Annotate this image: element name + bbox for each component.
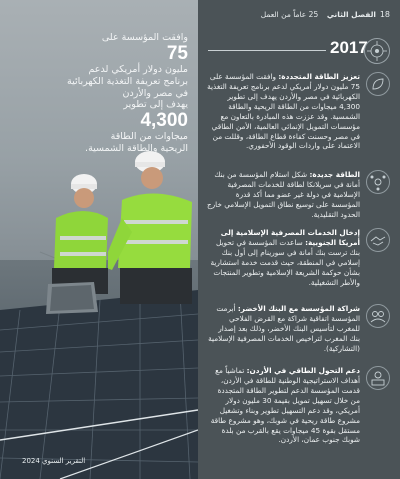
section-subtitle: 25 عاماً من العمل [260, 10, 319, 19]
overlay-line: الريحية والطاقة الشمسية. [85, 143, 188, 155]
overlay-line: مليون دولار أمريكي لدعم [88, 63, 188, 75]
globe-network-icon [364, 38, 390, 64]
milestone-item-new-energy [206, 170, 390, 220]
overlay-line: في مصر والأردن [122, 87, 188, 99]
milestone-item-green-bank [206, 304, 390, 354]
item-body: أبرمت المؤسسة اتفاقية شراكة مع القرض الفلاحي للمغرب لتأسيس البنك الأخضر، وذلك بعد إصدار بنك المغرب لتراخيص الخدمات المصرفية الإسلامية (التشاركية). [208, 304, 360, 353]
milestone-item-south-america [206, 228, 390, 288]
overlay-stat-number: 75 [166, 42, 188, 64]
milestone-item-renewable [206, 72, 390, 151]
item-body: تماشياً مع أهداف الاستراتيجية الوطنية للطاقة في الأردن، قدمت المؤسسة الدعم لتطوير الطاقة المتجددة من خلال تسهيل تمويل بقيمة 30 مليون دولار أمريكي، وقد دعم التسهيل تطوير وبناء وتشغيل مشروع طاقة ريحية في شوبك، وهو مشروع طاقة مستقل بقوة 45 ميجاوات يقع بالقرب من بلدة شوبك جنوب عمان، الأردن. [210, 366, 360, 445]
partnership-icon [366, 304, 390, 328]
item-body: ساعدت المؤسسة في تحويل بنك ترست بنك أمانة في سورينام إلى أول بنك إسلامي في المنطقة، حيث قدمت خدمة استشارية بشأن حوكمة الشريعة الإسلامية وتطوير المنتجات والأطر التشغيلية. [210, 237, 360, 287]
laptop-graphic [44, 282, 100, 316]
year-heading [208, 38, 390, 66]
overlay-line: وافقت المؤسسة على [101, 32, 188, 43]
item-title: تعزيز الطاقة المتجددة: [278, 72, 360, 81]
overlay-stat-number: 4,300 [140, 110, 188, 132]
hero-photo [0, 0, 198, 479]
item-body: وافقت المؤسسة على 75 مليون دولار أمريكي لدعم برنامج تعريفة التغذية الكهربائية في مصر والأردن يهدف إلى تطوير 4,300 ميجاوات من الطاقة الريحية والطاقة الشمسية. وقد عززت هذه المبادرة بالتعاون مع مؤسسات التمويل الإنمائي العالمية، الأمن الطاقي في مصر وحسنت كفاءة قطاع الطاقة، وقللت من الاعتماد على واردات الوقود الأحفوري. [207, 72, 360, 151]
section-title-text: الفصل الثاني [326, 10, 376, 19]
network-icon [366, 170, 390, 194]
overlay-line: يهدف إلى تطوير [123, 99, 188, 111]
year-label: 2017 [330, 38, 368, 57]
overlay-line: برنامج تعريفة التغذية الكهربائية [67, 75, 188, 87]
worker-left-graphic [42, 168, 112, 298]
item-body: شكل استلام المؤسسة من بنك أمانة في سريلانكا لطاقة للخدمات المصرفية الإسلامية في دولة غير عضو مما أكد قدرة المؤسسة على توسيع نطاق التمويل الإسلامي خارج الحدود التقليدية. [206, 170, 360, 219]
report-footer-label: التقرير السنوي 2024 [22, 457, 86, 465]
leaf-icon [366, 72, 390, 96]
content-panel [198, 0, 400, 479]
item-title: الطاقة جديدة: [309, 170, 360, 179]
item-title: دعم التحول الطاقي في الأردن: [246, 366, 360, 375]
overlay-line: ميجاوات من الطاقة [110, 131, 188, 143]
year-divider [208, 50, 326, 51]
section-title [261, 10, 376, 19]
solar-panels-graphic [0, 290, 198, 479]
solar-icon [366, 366, 390, 390]
overlay-stat-block [67, 32, 188, 155]
page-header [208, 10, 390, 24]
page-number: 18 [379, 10, 390, 19]
milestone-item-jordan [206, 366, 390, 445]
handshake-icon [366, 228, 390, 252]
item-title: شراكة المؤسسة مع البنك الأخضر: [237, 304, 360, 313]
worker-right-graphic [108, 148, 198, 308]
item-title: إدخال الخدمات المصرفية الإسلامية إلى أمريكا الجنوبية: [220, 228, 360, 247]
